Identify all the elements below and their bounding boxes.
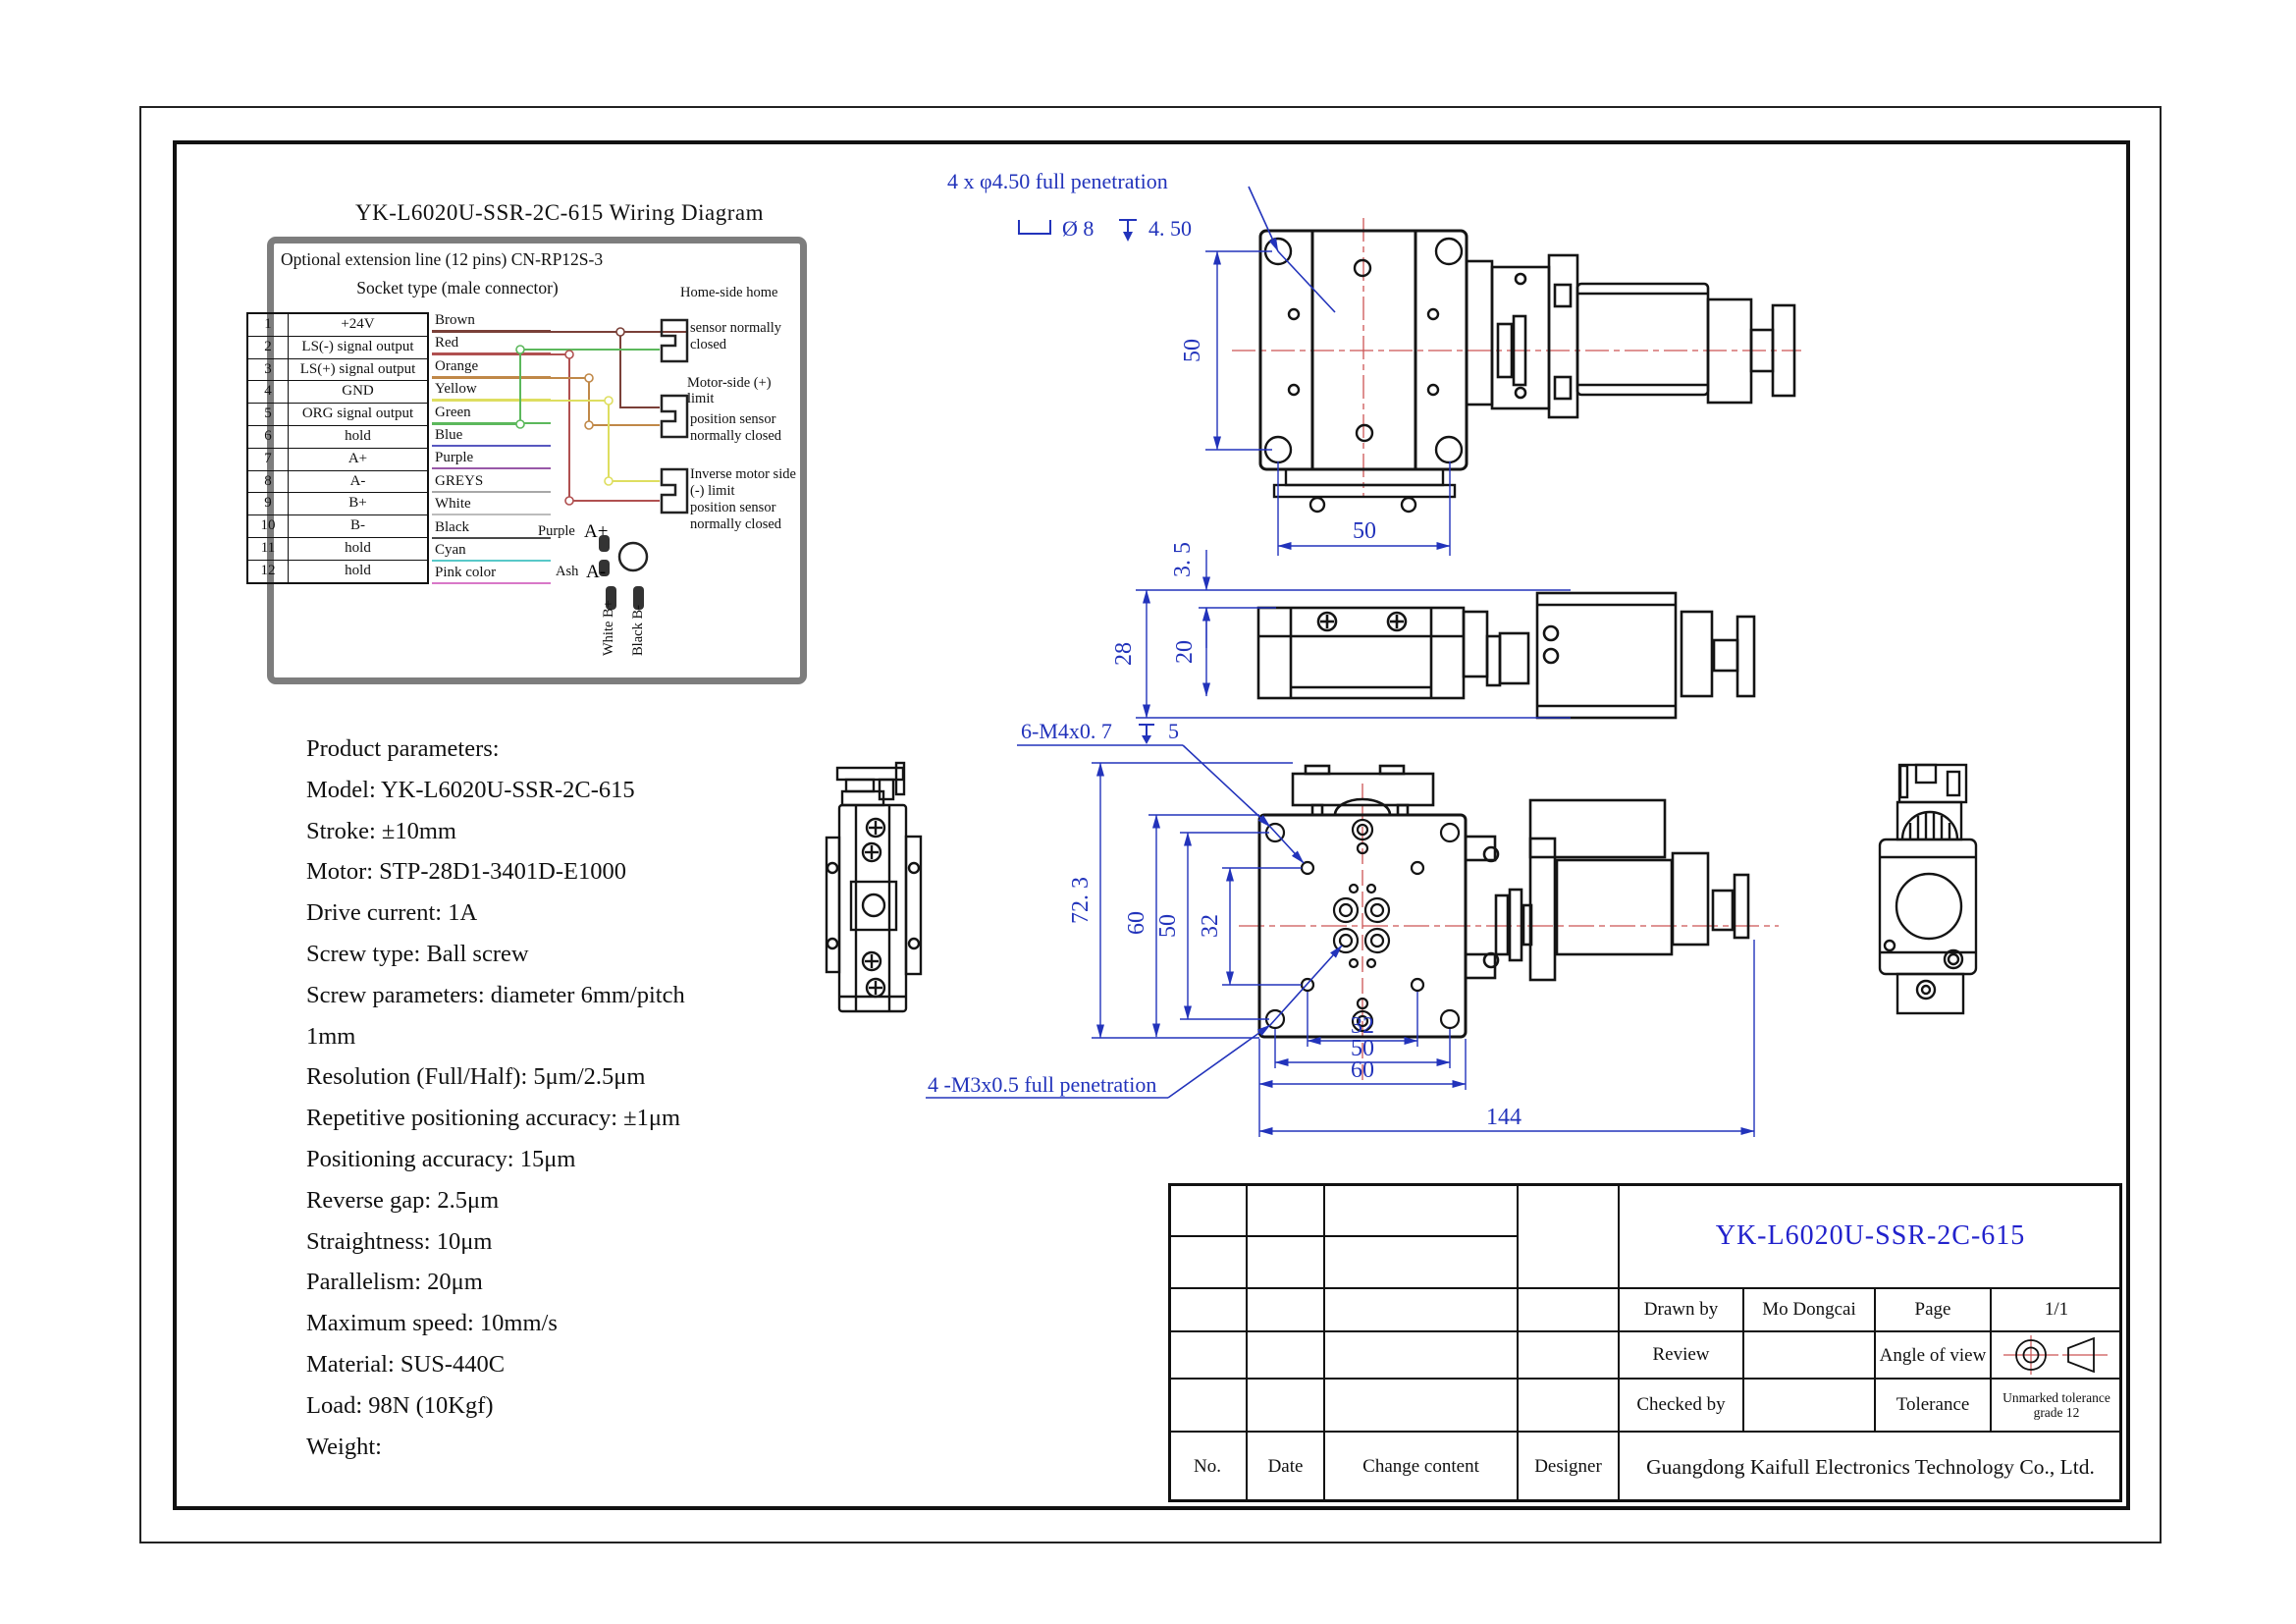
side-dim-3-5: 3. 5 bbox=[1170, 542, 1196, 577]
param-line: Positioning accuracy: 15μm bbox=[306, 1145, 576, 1172]
pin-row: 9 B+ bbox=[247, 493, 428, 515]
stepper-motor-symbol bbox=[538, 521, 647, 656]
drawn-by-label: Drawn by bbox=[1619, 1288, 1743, 1331]
title-block bbox=[1168, 1183, 2122, 1502]
wire-label: Yellow bbox=[432, 379, 551, 401]
param-line: Motor: STP-28D1-3401D-E1000 bbox=[306, 858, 626, 886]
company-name: Guangdong Kaifull Electronics Technology Co., Ltd. bbox=[1619, 1432, 2122, 1502]
drawn-by-value: Mo Dongcai bbox=[1743, 1288, 1875, 1331]
param-line: Repetitive positioning accuracy: ±1μm bbox=[306, 1105, 681, 1132]
wire-network bbox=[432, 332, 687, 501]
sensor3-line2: normally closed bbox=[690, 516, 782, 532]
designer-header: Designer bbox=[1518, 1432, 1619, 1502]
sensor2-title2: limit bbox=[687, 391, 715, 406]
param-line: Straightness: 10μm bbox=[306, 1227, 493, 1255]
sensor2-line2: normally closed bbox=[690, 428, 782, 444]
pin-row: 5 ORG signal output bbox=[247, 404, 428, 426]
pin-row: 8 A- bbox=[247, 470, 428, 493]
socket-type-label: Socket type (male connector) bbox=[356, 278, 559, 298]
counterbore-icon bbox=[1019, 220, 1050, 234]
depth-icon bbox=[1139, 725, 1154, 744]
sensor1-title: Home-side home bbox=[680, 285, 778, 300]
sensor2-title1: Motor-side (+) bbox=[687, 375, 772, 391]
wire-label: Orange bbox=[432, 356, 551, 378]
page-label: Page bbox=[1875, 1288, 1991, 1331]
wire-label: Black bbox=[432, 517, 551, 539]
date-header: Date bbox=[1247, 1432, 1324, 1502]
left-end-view bbox=[827, 763, 921, 1011]
wire-label: Cyan bbox=[432, 540, 551, 562]
top-view bbox=[947, 169, 1801, 556]
param-line: Stroke: ±10mm bbox=[306, 817, 456, 844]
change-content-header: Change content bbox=[1324, 1432, 1518, 1502]
front-dim-50: 50 bbox=[1155, 914, 1181, 938]
pin-row: 3 LS(+) signal output bbox=[247, 358, 428, 381]
param-line: Screw type: Ball screw bbox=[306, 940, 529, 967]
front-callout-top-depth: 5 bbox=[1168, 719, 1179, 743]
param-line: Model: YK-L6020U-SSR-2C-615 bbox=[306, 776, 635, 803]
depth-icon bbox=[1119, 220, 1137, 242]
counterbore-depth: 4. 50 bbox=[1148, 216, 1192, 241]
pin-row: 6 hold bbox=[247, 425, 428, 448]
page-value: 1/1 bbox=[1991, 1288, 2122, 1331]
param-line: Drive current: 1A bbox=[306, 899, 478, 927]
top-callout-1: 4 x φ4.50 full penetration bbox=[947, 169, 1168, 193]
lead-a-plus: A+ bbox=[584, 521, 609, 542]
pin-row: 10 B- bbox=[247, 515, 428, 538]
wire-label: Brown bbox=[432, 310, 551, 332]
front-dim-32: 32 bbox=[1198, 914, 1223, 938]
home-sensor-icon bbox=[662, 320, 687, 361]
pin-row: 2 LS(-) signal output bbox=[247, 336, 428, 358]
param-line: Material: SUS-440C bbox=[306, 1350, 506, 1378]
wire-label: GREYS bbox=[432, 471, 551, 493]
param-line: Reverse gap: 2.5μm bbox=[306, 1186, 500, 1214]
sensor3-title1: Inverse motor side bbox=[690, 466, 796, 482]
side-dim-20: 20 bbox=[1172, 640, 1198, 664]
checked-by-label: Checked by bbox=[1619, 1379, 1743, 1432]
param-line: Screw parameters: diameter 6mm/pitch bbox=[306, 981, 685, 1008]
front-dimb-50: 50 bbox=[1351, 1036, 1374, 1061]
wiring-diagram-title: YK-L6020U-SSR-2C-615 Wiring Diagram bbox=[354, 200, 765, 225]
no-header: No. bbox=[1168, 1432, 1247, 1502]
side-view bbox=[1111, 542, 1754, 718]
lead-a-minus: A- bbox=[586, 562, 607, 582]
sensor1-line1: sensor normally bbox=[690, 320, 782, 336]
wire-label: Blue bbox=[432, 425, 551, 447]
front-dimb-60: 60 bbox=[1351, 1057, 1374, 1083]
param-line: 1mm bbox=[306, 1022, 356, 1050]
wire-label: White bbox=[432, 494, 551, 515]
lead-a-plus-color: Purple bbox=[538, 523, 575, 539]
param-line: Load: 98N (10Kgf) bbox=[306, 1391, 494, 1419]
top-dim-h: 50 bbox=[1353, 518, 1376, 544]
title-block-border bbox=[1168, 1183, 2122, 1502]
wire-label: Green bbox=[432, 403, 551, 424]
front-dim-60: 60 bbox=[1124, 911, 1149, 935]
pin-row: 4 GND bbox=[247, 381, 428, 404]
drawing-number: YK-L6020U-SSR-2C-615 bbox=[1619, 1183, 2122, 1288]
sensor3-line1: position sensor bbox=[690, 500, 776, 515]
review-label: Review bbox=[1619, 1331, 1743, 1379]
wire-label: Purple bbox=[432, 448, 551, 469]
front-dimb-144: 144 bbox=[1486, 1105, 1522, 1130]
sensor-symbols bbox=[662, 320, 687, 513]
param-line: Maximum speed: 10mm/s bbox=[306, 1310, 558, 1337]
tolerance-note: Unmarked tolerance grade 12 bbox=[1991, 1379, 2122, 1432]
front-dimb-32: 32 bbox=[1351, 1013, 1374, 1039]
pin-row: 1 +24V bbox=[247, 313, 428, 336]
lead-b-plus: White B+ bbox=[601, 600, 616, 656]
wire-label: Red bbox=[432, 333, 551, 354]
motor-circle-icon bbox=[619, 543, 647, 570]
sensor3-title2: (-) limit bbox=[690, 483, 735, 499]
front-callout-top: 6-M4x0. 7 bbox=[1021, 719, 1112, 743]
front-dim-72-3: 72. 3 bbox=[1068, 877, 1094, 924]
sensor1-line2: closed bbox=[690, 337, 727, 352]
param-line: Product parameters: bbox=[306, 735, 500, 762]
optional-extension-line-label: Optional extension line (12 pins) CN-RP12S-3 bbox=[281, 249, 604, 269]
lead-a-minus-color: Ash bbox=[556, 564, 579, 579]
param-line: Weight: bbox=[306, 1433, 382, 1460]
plus-limit-sensor-icon bbox=[662, 396, 687, 437]
counterbore-dia: Ø 8 bbox=[1062, 216, 1095, 241]
minus-limit-sensor-icon bbox=[662, 469, 687, 513]
param-line: Parallelism: 20μm bbox=[306, 1269, 483, 1296]
param-line: Resolution (Full/Half): 5μm/2.5μm bbox=[306, 1063, 646, 1091]
right-end-view bbox=[1880, 765, 1976, 1013]
pin-row: 11 hold bbox=[247, 537, 428, 560]
angle-of-view-label: Angle of view bbox=[1875, 1331, 1991, 1379]
side-dim-28: 28 bbox=[1111, 642, 1137, 666]
top-dim-v: 50 bbox=[1180, 339, 1205, 362]
wire-label: Pink color bbox=[432, 563, 551, 584]
tolerance-label: Tolerance bbox=[1875, 1379, 1991, 1432]
sensor2-line1: position sensor bbox=[690, 411, 776, 427]
front-callout-bottom: 4 -M3x0.5 full penetration bbox=[928, 1072, 1157, 1097]
pin-row: 12 hold bbox=[247, 560, 428, 582]
lead-b-minus: Black B- bbox=[630, 605, 646, 656]
pin-row: 7 A+ bbox=[247, 448, 428, 470]
front-view bbox=[926, 719, 1779, 1137]
